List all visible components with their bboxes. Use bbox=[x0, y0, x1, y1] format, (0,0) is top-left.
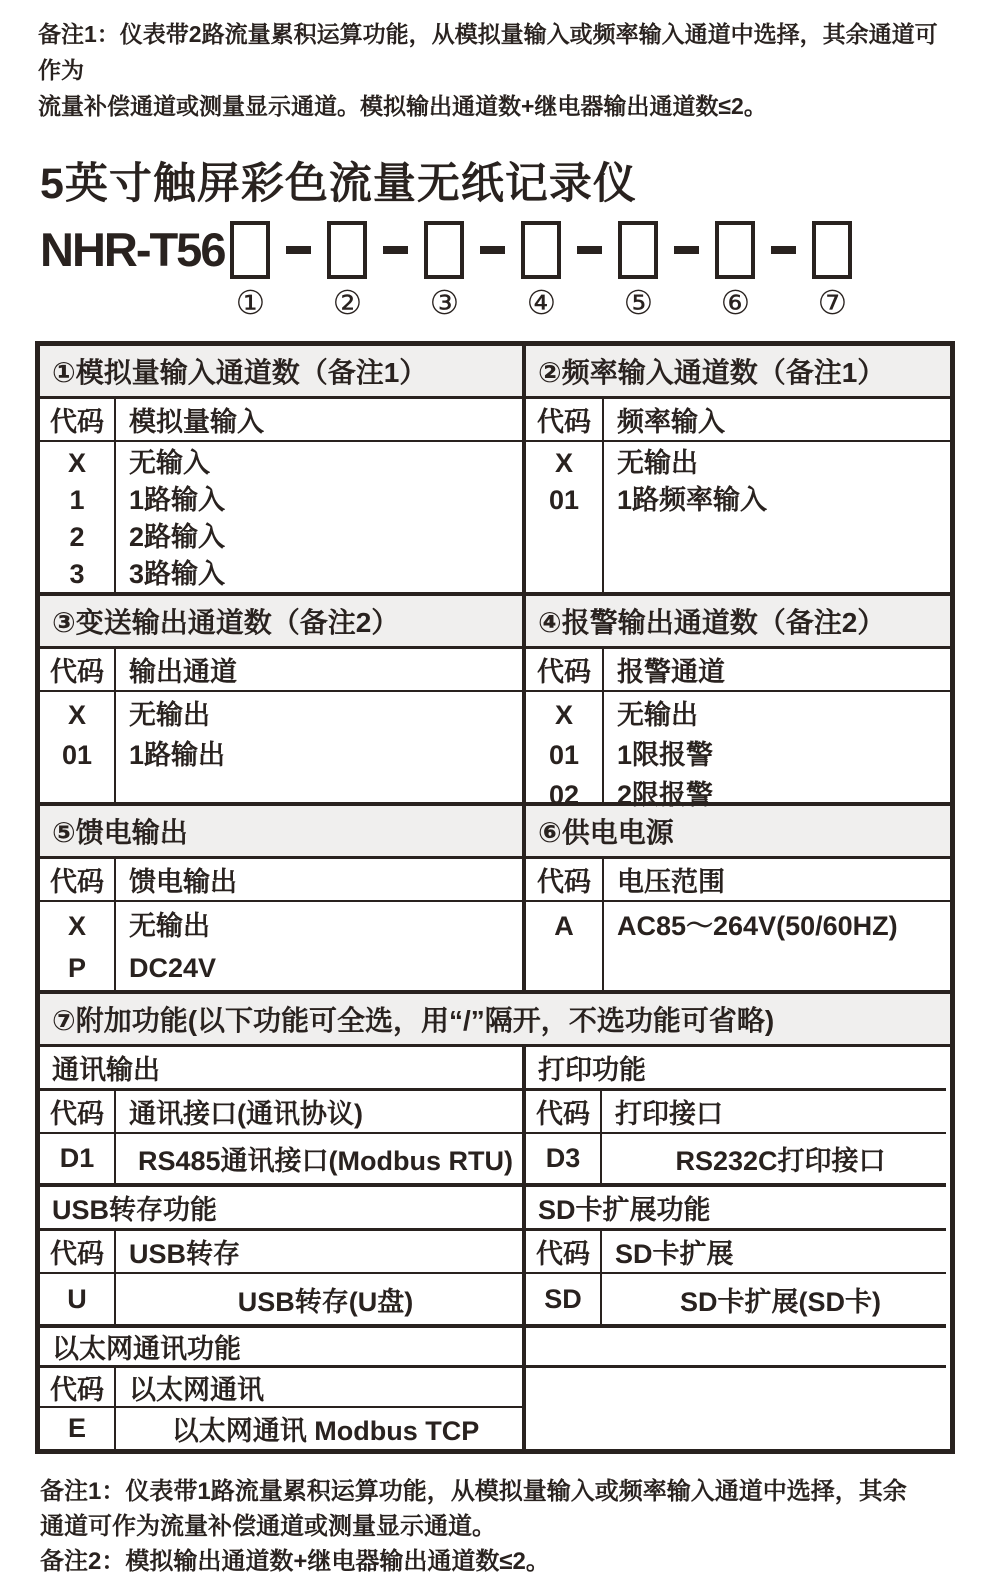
s2-value-cell bbox=[604, 442, 946, 592]
position-label-3: ③ bbox=[429, 284, 460, 321]
ethernet-value-cell bbox=[116, 1408, 522, 1449]
position-label-5: ⑤ bbox=[623, 284, 654, 321]
s5-code-0: X bbox=[67, 911, 86, 941]
model-prefix: NHR-T56 bbox=[40, 223, 225, 276]
model-code-box-2 bbox=[327, 221, 367, 279]
model-box-col-7 bbox=[812, 221, 852, 321]
s2-value-1: 1路频率输入 bbox=[617, 485, 768, 515]
model-code-box-6 bbox=[715, 221, 755, 279]
s1-value-cell bbox=[116, 442, 522, 592]
s5-code-1: P bbox=[67, 953, 86, 983]
usb-code-header: 代码 bbox=[40, 1231, 116, 1272]
print-value-header: 打印接口 bbox=[615, 1099, 723, 1129]
s4-value-0: 无输出 bbox=[617, 700, 698, 730]
sd-column-headers bbox=[526, 1231, 946, 1274]
sd-value-header: SD卡扩展 bbox=[615, 1239, 734, 1269]
s1-code-cell bbox=[40, 442, 116, 592]
usb-column-headers bbox=[40, 1231, 522, 1274]
s3-code-cell bbox=[40, 692, 116, 802]
s1-value-3: 3路输入 bbox=[129, 559, 226, 589]
s4-value-cell bbox=[604, 692, 946, 810]
section-header-row-1-2 bbox=[40, 346, 950, 399]
ethernet-code: E bbox=[67, 1413, 86, 1443]
s2-value-header: 频率输入 bbox=[617, 407, 725, 437]
model-code-box-4 bbox=[521, 221, 561, 279]
usb-code-cell bbox=[40, 1274, 116, 1324]
position-label-7: ⑦ bbox=[817, 284, 848, 321]
print-value: RS232C打印接口 bbox=[675, 1146, 886, 1176]
s4-value-1: 1限报警 bbox=[617, 740, 714, 770]
s5-value-1: DC24V bbox=[129, 953, 217, 983]
band-sections-5-6 bbox=[40, 802, 950, 990]
top-note bbox=[0, 0, 990, 124]
print-value-cell bbox=[602, 1134, 946, 1183]
sd-code-cell bbox=[526, 1274, 602, 1324]
s1-code-2: 2 bbox=[69, 522, 85, 552]
s4-code-0: X bbox=[554, 700, 573, 730]
dash-separator bbox=[480, 246, 505, 254]
s4-code-2: 02 bbox=[548, 780, 580, 810]
model-box-col-3 bbox=[424, 221, 464, 321]
s4-code-cell bbox=[526, 692, 604, 810]
print-subtitle: 打印功能 bbox=[526, 1047, 946, 1091]
comm-value-header: 通讯接口(通讯协议) bbox=[129, 1099, 363, 1129]
section7-right-column bbox=[522, 1047, 946, 1449]
section7-header-row bbox=[40, 994, 950, 1047]
s6-value-0: AC85～264V(50/60HZ) bbox=[617, 911, 898, 941]
s4-value-header: 报警通道 bbox=[617, 657, 725, 687]
section7-left-column bbox=[40, 1047, 522, 1449]
comm-output-block bbox=[40, 1047, 522, 1183]
sd-code: SD bbox=[544, 1283, 582, 1314]
model-code-box-7 bbox=[812, 221, 852, 279]
usb-value: USB转存(U盘) bbox=[237, 1286, 414, 1317]
s1-code-3: 3 bbox=[69, 559, 85, 589]
s5-value-0: 无输出 bbox=[129, 911, 210, 941]
dash-separator bbox=[286, 246, 311, 254]
print-code-header: 代码 bbox=[526, 1091, 602, 1132]
print-code: D3 bbox=[545, 1143, 581, 1173]
s1-code-0: X bbox=[67, 448, 86, 478]
s1-code-1: 1 bbox=[69, 485, 85, 515]
s5-code-header: 代码 bbox=[40, 859, 116, 900]
position-label-2: ② bbox=[332, 284, 363, 321]
s5-value-cell bbox=[116, 902, 522, 990]
s3-code-1: 01 bbox=[61, 740, 93, 770]
bottom-note2: 备注2：模拟输出通道数+继电器输出通道数≤2。 bbox=[40, 1548, 550, 1575]
model-code-box-1 bbox=[230, 221, 270, 279]
print-data-row bbox=[526, 1134, 946, 1183]
model-box-col-5 bbox=[618, 221, 658, 321]
s5-value-header: 馈电输出 bbox=[129, 867, 237, 897]
usb-data-row bbox=[40, 1274, 522, 1324]
model-box-col-4 bbox=[521, 221, 561, 321]
s4-code-1: 01 bbox=[548, 740, 580, 770]
usb-value-cell bbox=[116, 1274, 522, 1324]
position-label-6: ⑥ bbox=[720, 284, 751, 321]
column-header-row-3-4 bbox=[40, 649, 950, 692]
sd-data-row bbox=[526, 1274, 946, 1324]
model-box-col-6 bbox=[715, 221, 755, 321]
comm-code-header: 代码 bbox=[40, 1091, 116, 1132]
s2-value-0: 无输出 bbox=[617, 448, 698, 478]
page-title: 5英寸触屏彩色流量无纸记录仪 bbox=[40, 160, 637, 208]
s2-code-1: 01 bbox=[548, 485, 580, 515]
s6-code-0: A bbox=[554, 911, 574, 941]
usb-subtitle: USB转存功能 bbox=[40, 1187, 522, 1231]
s3-value-1: 1路输出 bbox=[129, 740, 226, 770]
band-section-7 bbox=[40, 990, 950, 1449]
selection-table bbox=[35, 341, 955, 1454]
empty-block bbox=[526, 1324, 946, 1368]
bottom-note1-line1: 备注1：仪表带1路流量累积运算功能，从模拟量输入或频率输入通道中选择，其余 bbox=[40, 1478, 907, 1505]
bottom-note1-line2: 通道可作为流量补偿通道或测量显示通道。 bbox=[40, 1513, 496, 1540]
s6-value-header: 电压范围 bbox=[617, 867, 725, 897]
band-sections-1-2 bbox=[40, 346, 950, 592]
ethernet-value-header: 以太网通讯 bbox=[129, 1374, 264, 1405]
sd-value-cell bbox=[602, 1274, 946, 1324]
print-block bbox=[526, 1047, 946, 1183]
comm-value-cell bbox=[116, 1134, 522, 1183]
section2-title: ②频率输入通道数（备注1） bbox=[522, 346, 946, 396]
model-code-row bbox=[40, 221, 990, 321]
sd-code-header: 代码 bbox=[526, 1231, 602, 1272]
s2-code-0: X bbox=[554, 448, 573, 478]
position-label-4: ④ bbox=[526, 284, 557, 321]
ethernet-code-header: 代码 bbox=[40, 1368, 116, 1406]
comm-data-row bbox=[40, 1134, 522, 1183]
s4-value-2: 2限报警 bbox=[617, 780, 714, 810]
data-row-5-6 bbox=[40, 902, 950, 990]
section4-title: ④报警输出通道数（备注2） bbox=[522, 596, 946, 646]
model-code-box-3 bbox=[424, 221, 464, 279]
s1-value-0: 无输入 bbox=[129, 448, 210, 478]
dash-separator bbox=[577, 246, 602, 254]
s2-code-cell bbox=[526, 442, 604, 592]
s3-code-header: 代码 bbox=[40, 649, 116, 690]
s6-code-header: 代码 bbox=[526, 859, 604, 900]
ethernet-block bbox=[40, 1324, 522, 1449]
s3-value-cell bbox=[116, 692, 522, 802]
section7-title: ⑦附加功能(以下功能可全选，用“/”隔开，不选功能可省略) bbox=[52, 1005, 775, 1036]
print-code-cell bbox=[526, 1134, 602, 1183]
section3-title: ③变送输出通道数（备注2） bbox=[52, 607, 400, 638]
section7-body bbox=[40, 1047, 950, 1449]
s5-code-cell bbox=[40, 902, 116, 990]
comm-subtitle: 通讯输出 bbox=[40, 1047, 522, 1091]
section-header-row-5-6 bbox=[40, 806, 950, 859]
comm-value: RS485通讯接口(Modbus RTU) bbox=[137, 1146, 513, 1176]
model-box-col-2 bbox=[327, 221, 367, 321]
comm-column-headers bbox=[40, 1091, 522, 1134]
position-label-1: ① bbox=[235, 284, 266, 321]
section-header-row-3-4 bbox=[40, 596, 950, 649]
s3-value-0: 无输出 bbox=[129, 700, 210, 730]
comm-code: D1 bbox=[59, 1143, 95, 1173]
column-header-row-5-6 bbox=[40, 859, 950, 902]
usb-block bbox=[40, 1183, 522, 1324]
section6-title: ⑥供电电源 bbox=[522, 806, 946, 856]
dash-separator bbox=[771, 246, 796, 254]
dash-separator bbox=[383, 246, 408, 254]
s1-code-header: 代码 bbox=[40, 399, 116, 440]
s4-code-header: 代码 bbox=[526, 649, 604, 690]
comm-code-cell bbox=[40, 1134, 116, 1183]
bottom-note bbox=[40, 1474, 960, 1579]
ethernet-code-cell bbox=[40, 1408, 116, 1449]
ethernet-value: 以太网通讯 Modbus TCP bbox=[171, 1416, 480, 1446]
s3-code-0: X bbox=[67, 700, 86, 730]
ethernet-data-row bbox=[40, 1408, 522, 1449]
s1-value-2: 2路输入 bbox=[129, 522, 226, 552]
model-box-col-1 bbox=[230, 221, 270, 321]
band-sections-3-4 bbox=[40, 592, 950, 810]
sd-subtitle: SD卡扩展功能 bbox=[526, 1187, 946, 1231]
s6-value-cell bbox=[604, 902, 946, 990]
ethernet-column-headers bbox=[40, 1368, 522, 1408]
empty-subtitle-cell bbox=[526, 1328, 946, 1368]
usb-value-header: USB转存 bbox=[129, 1239, 241, 1269]
sd-value: SD卡扩展(SD卡) bbox=[680, 1286, 881, 1317]
s3-value-header: 输出通道 bbox=[129, 657, 237, 687]
data-row-1-2 bbox=[40, 442, 950, 592]
section1-title: ①模拟量输入通道数（备注1） bbox=[52, 357, 428, 388]
s1-value-header: 模拟量输入 bbox=[129, 407, 264, 437]
top-note-line2: 流量补偿通道或测量显示通道。模拟输出通道数+继电器输出通道数≤2。 bbox=[38, 93, 767, 119]
usb-code: U bbox=[67, 1283, 87, 1314]
data-row-3-4 bbox=[40, 692, 950, 810]
s6-code-cell bbox=[526, 902, 604, 990]
sd-block bbox=[526, 1183, 946, 1324]
model-code-box-5 bbox=[618, 221, 658, 279]
print-column-headers bbox=[526, 1091, 946, 1134]
top-note-line1: 备注1：仪表带2路流量累积运算功能，从模拟量输入或频率输入通道中选择，其余通道可作为 bbox=[38, 21, 938, 83]
s1-value-1: 1路输入 bbox=[129, 485, 226, 515]
ethernet-subtitle: 以太网通讯功能 bbox=[40, 1328, 522, 1368]
dash-separator bbox=[674, 246, 699, 254]
column-header-row-1-2 bbox=[40, 399, 950, 442]
section5-title: ⑤馈电输出 bbox=[52, 817, 188, 848]
s2-code-header: 代码 bbox=[526, 399, 604, 440]
